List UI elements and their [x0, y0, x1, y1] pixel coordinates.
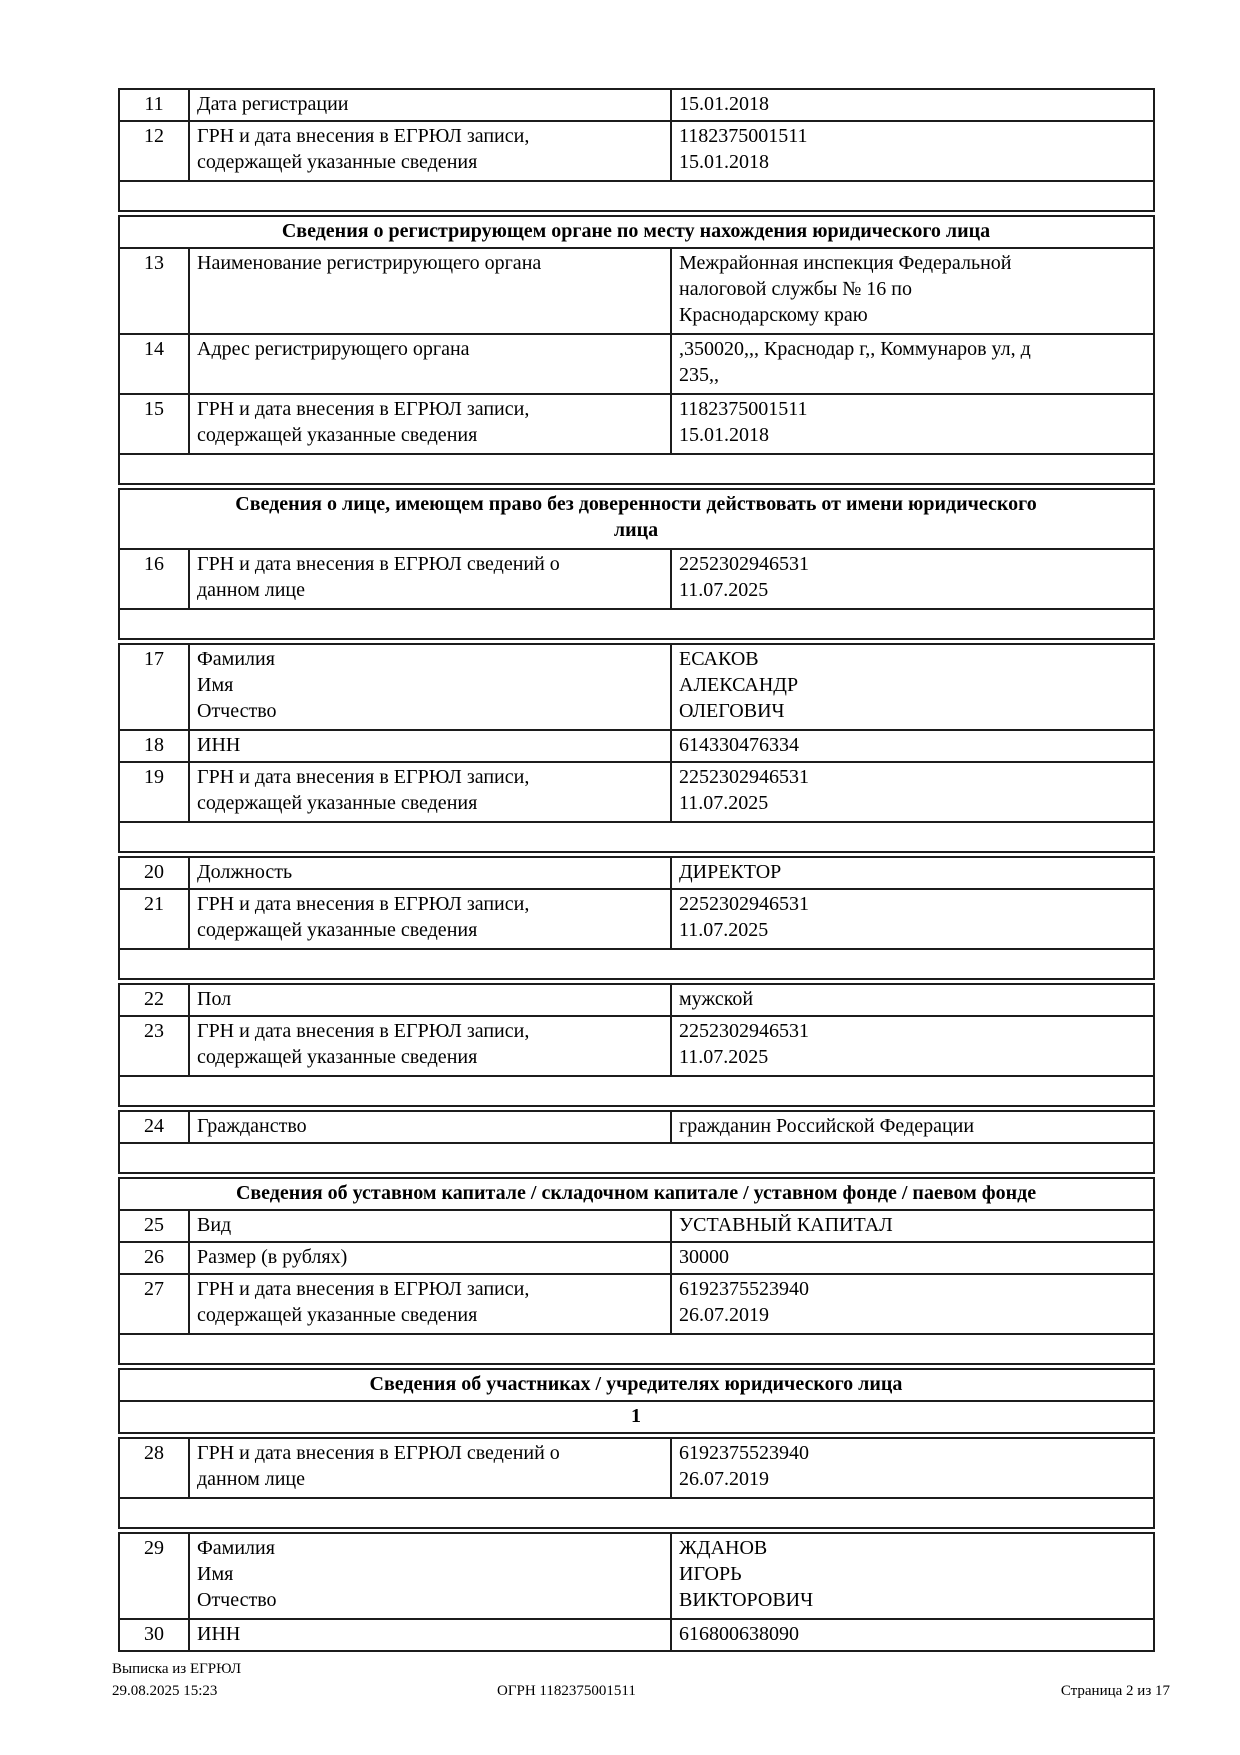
row-number: 16: [144, 553, 164, 575]
row-number-cell: [119, 121, 189, 181]
table-row: [119, 1016, 1154, 1076]
value-line: 11.07.2025: [679, 919, 769, 941]
row-label-cell: [189, 89, 671, 121]
table-row: [119, 89, 1154, 121]
row-number-cell: [119, 730, 189, 762]
spacer-row: [119, 949, 1154, 979]
label-line: Фамилия: [197, 1537, 275, 1559]
row-value-cell: [671, 984, 1154, 1016]
row-label-cell: [189, 1619, 671, 1651]
label-line: Отчество: [197, 1589, 277, 1611]
spacer-row: [119, 1143, 1154, 1173]
block-person-name: [118, 643, 1155, 853]
block-registration-record: [118, 88, 1155, 212]
value-line: ,350020,,, Краснодар г,, Коммунаров ул, д: [679, 338, 1031, 360]
value-line: 30000: [679, 1246, 729, 1268]
row-number-cell: [119, 1438, 189, 1498]
spacer-cell: [119, 609, 1154, 639]
block-citizenship: [118, 1110, 1155, 1174]
label-line: данном лице: [197, 579, 305, 601]
section-header-row: [119, 489, 1154, 549]
value-line: 11.07.2025: [679, 1046, 769, 1068]
value-line: мужской: [679, 988, 754, 1010]
row-label-cell: [189, 549, 671, 609]
value-line: налоговой службы № 16 по: [679, 278, 912, 300]
spacer-row: [119, 1076, 1154, 1106]
value-line: 1182375001511: [679, 125, 808, 147]
table-row: [119, 334, 1154, 394]
label-line: ИНН: [197, 1623, 241, 1645]
block-capital: [118, 1177, 1155, 1365]
label-line: Адрес регистрирующего органа: [197, 338, 470, 360]
section-header: [119, 1369, 1154, 1401]
row-number-cell: [119, 394, 189, 454]
row-number: 27: [144, 1278, 164, 1300]
row-number: 28: [144, 1442, 164, 1464]
section-header-text: лица: [613, 519, 659, 541]
value-line: Межрайонная инспекция Федеральной: [679, 252, 1012, 274]
label-line: содержащей указанные сведения: [197, 1304, 478, 1326]
table-row: [119, 1438, 1154, 1498]
table-row: [119, 1210, 1154, 1242]
label-line: Наименование регистрирующего органа: [197, 252, 542, 274]
row-value-cell: [671, 248, 1154, 334]
label-line: ИНН: [197, 734, 241, 756]
row-number: 21: [144, 893, 164, 915]
row-value-cell: [671, 644, 1154, 730]
label-line: Имя: [197, 1563, 234, 1585]
spacer-cell: [119, 181, 1154, 211]
footer-ogrn: ОГРН 1182375001511: [497, 1683, 636, 1699]
value-line: 6192375523940: [679, 1278, 809, 1300]
row-number-cell: [119, 1274, 189, 1334]
value-line: УСТАВНЫЙ КАПИТАЛ: [679, 1214, 893, 1236]
section-header-text: Сведения об участниках / учредителях юридического лица: [369, 1373, 903, 1395]
section-header-text: Сведения об уставном капитале / складочном капитале / уставном фонде / паевом фонде: [235, 1182, 1037, 1204]
row-label-cell: [189, 1533, 671, 1619]
row-number: 15: [144, 398, 164, 420]
row-value-cell: [671, 857, 1154, 889]
row-label-cell: [189, 121, 671, 181]
row-label-cell: [189, 394, 671, 454]
row-label-cell: [189, 334, 671, 394]
footer-doc-type: Выписка из ЕГРЮЛ: [112, 1661, 241, 1677]
label-line: содержащей указанные сведения: [197, 792, 478, 814]
row-number: 22: [144, 988, 164, 1010]
spacer-row: [119, 822, 1154, 852]
row-number: 12: [144, 125, 164, 147]
row-value-cell: [671, 762, 1154, 822]
value-line: АЛЕКСАНДР: [679, 674, 799, 696]
value-line: гражданин Российской Федерации: [679, 1115, 975, 1137]
row-value-cell: [671, 1242, 1154, 1274]
row-label-cell: [189, 248, 671, 334]
value-line: 614330476334: [679, 734, 799, 756]
row-number-cell: [119, 889, 189, 949]
section-header-text: Сведения о лице, имеющем право без доверенности действовать от имени юридического: [235, 493, 1037, 515]
value-line: ВИКТОРОВИЧ: [679, 1589, 814, 1611]
row-label-cell: [189, 857, 671, 889]
row-number-cell: [119, 1533, 189, 1619]
row-value-cell: [671, 1533, 1154, 1619]
value-line: 2252302946531: [679, 893, 809, 915]
label-line: содержащей указанные сведения: [197, 919, 478, 941]
value-line: 616800638090: [679, 1623, 799, 1645]
label-line: Пол: [197, 988, 232, 1010]
spacer-row: [119, 454, 1154, 484]
row-number: 25: [144, 1214, 164, 1236]
value-line: 2252302946531: [679, 553, 809, 575]
row-value-cell: [671, 1274, 1154, 1334]
row-label-cell: [189, 1274, 671, 1334]
value-line: 15.01.2018: [679, 93, 769, 115]
label-line: ГРН и дата внесения в ЕГРЮЛ записи,: [197, 893, 530, 915]
value-line: 11.07.2025: [679, 792, 769, 814]
block-participant-name: [118, 1532, 1155, 1652]
spacer-row: [119, 609, 1154, 639]
row-number: 29: [144, 1537, 164, 1559]
value-line: 26.07.2019: [679, 1304, 769, 1326]
row-value-cell: [671, 730, 1154, 762]
section-header-row: [119, 1369, 1154, 1401]
spacer-cell: [119, 1498, 1154, 1528]
row-number-cell: [119, 1016, 189, 1076]
spacer-cell: [119, 822, 1154, 852]
spacer-cell: [119, 1334, 1154, 1364]
value-line: 11.07.2025: [679, 579, 769, 601]
label-line: Отчество: [197, 700, 277, 722]
row-value-cell: [671, 1210, 1154, 1242]
row-value-cell: [671, 1619, 1154, 1651]
row-number-cell: [119, 89, 189, 121]
label-line: Должность: [197, 861, 293, 883]
label-line: ГРН и дата внесения в ЕГРЮЛ сведений о: [197, 1442, 560, 1464]
row-number-cell: [119, 762, 189, 822]
block-reg-organ: [118, 215, 1155, 485]
block-participants-header: [118, 1368, 1155, 1434]
label-line: Дата регистрации: [197, 93, 349, 115]
row-label-cell: [189, 730, 671, 762]
row-number-cell: [119, 857, 189, 889]
row-number: 19: [144, 766, 164, 788]
row-label-cell: [189, 1111, 671, 1143]
row-number-cell: [119, 1242, 189, 1274]
table-row: [119, 762, 1154, 822]
row-number-cell: [119, 1619, 189, 1651]
row-number: 13: [144, 252, 164, 274]
row-value-cell: [671, 549, 1154, 609]
section-header: [119, 489, 1154, 549]
row-number: 18: [144, 734, 164, 756]
table-row: [119, 857, 1154, 889]
label-line: Фамилия: [197, 648, 275, 670]
row-number: 14: [144, 338, 164, 360]
table-row: [119, 1274, 1154, 1334]
table-row: [119, 394, 1154, 454]
row-label-cell: [189, 644, 671, 730]
row-number-cell: [119, 644, 189, 730]
table-row: [119, 889, 1154, 949]
table-row: [119, 1111, 1154, 1143]
label-line: ГРН и дата внесения в ЕГРЮЛ записи,: [197, 125, 530, 147]
label-line: содержащей указанные сведения: [197, 1046, 478, 1068]
table-row: [119, 1242, 1154, 1274]
row-number-cell: [119, 248, 189, 334]
row-value-cell: [671, 1016, 1154, 1076]
row-label-cell: [189, 762, 671, 822]
section-header-row: [119, 216, 1154, 248]
row-value-cell: [671, 334, 1154, 394]
value-line: Краснодарскому краю: [679, 304, 868, 326]
table-row: [119, 1619, 1154, 1651]
label-line: Имя: [197, 674, 234, 696]
row-number: 23: [144, 1020, 164, 1042]
value-line: 2252302946531: [679, 1020, 809, 1042]
section-header: [119, 1178, 1154, 1210]
section-header-text: Сведения о регистрирующем органе по месту нахождения юридического лица: [281, 220, 991, 242]
row-value-cell: [671, 121, 1154, 181]
spacer-row: [119, 1334, 1154, 1364]
spacer-cell: [119, 454, 1154, 484]
label-line: Вид: [197, 1214, 232, 1236]
block-gender: [118, 983, 1155, 1107]
row-label-cell: [189, 984, 671, 1016]
spacer-cell: [119, 949, 1154, 979]
row-label-cell: [189, 889, 671, 949]
value-line: 235,,: [679, 364, 719, 386]
row-label-cell: [189, 1438, 671, 1498]
label-line: содержащей указанные сведения: [197, 151, 478, 173]
row-value-cell: [671, 1111, 1154, 1143]
label-line: данном лице: [197, 1468, 305, 1490]
row-number: 30: [144, 1623, 164, 1645]
spacer-cell: [119, 1076, 1154, 1106]
block-authorized-person: [118, 488, 1155, 640]
table-row: [119, 984, 1154, 1016]
table-row: [119, 248, 1154, 334]
participant-index-row: [119, 1401, 1154, 1433]
value-line: 26.07.2019: [679, 1468, 769, 1490]
section-header: [119, 216, 1154, 248]
table-row: [119, 549, 1154, 609]
row-label-cell: [189, 1210, 671, 1242]
label-line: Размер (в рублях): [197, 1246, 348, 1268]
value-line: ОЛЕГОВИЧ: [679, 700, 785, 722]
label-line: ГРН и дата внесения в ЕГРЮЛ записи,: [197, 1020, 530, 1042]
footer-left: [112, 1658, 1170, 1702]
label-line: ГРН и дата внесения в ЕГРЮЛ записи,: [197, 398, 530, 420]
value-line: ЖДАНОВ: [679, 1537, 768, 1559]
row-number: 24: [144, 1115, 164, 1137]
value-line: 15.01.2018: [679, 151, 769, 173]
row-number-cell: [119, 984, 189, 1016]
value-line: 6192375523940: [679, 1442, 809, 1464]
row-number: 20: [144, 861, 164, 883]
participant-index-text: 1: [631, 1405, 641, 1427]
spacer-row: [119, 1498, 1154, 1528]
row-label-cell: [189, 1016, 671, 1076]
value-line: ИГОРЬ: [679, 1563, 742, 1585]
row-number: 26: [144, 1246, 164, 1268]
spacer-cell: [119, 1143, 1154, 1173]
table-row: [119, 121, 1154, 181]
table-row: [119, 730, 1154, 762]
page-footer: [112, 1658, 1170, 1702]
value-line: 1182375001511: [679, 398, 808, 420]
footer-page-indicator: Страница 2 из 17: [1060, 1683, 1170, 1699]
block-participant-record: [118, 1437, 1155, 1529]
block-position: [118, 856, 1155, 980]
footer-datetime: 29.08.2025 15:23: [112, 1683, 218, 1699]
participant-index: [119, 1401, 1154, 1433]
row-label-cell: [189, 1242, 671, 1274]
label-line: ГРН и дата внесения в ЕГРЮЛ записи,: [197, 766, 530, 788]
value-line: 2252302946531: [679, 766, 809, 788]
spacer-row: [119, 181, 1154, 211]
value-line: 15.01.2018: [679, 424, 769, 446]
row-value-cell: [671, 1438, 1154, 1498]
label-line: ГРН и дата внесения в ЕГРЮЛ сведений о: [197, 553, 560, 575]
table-row: [119, 1533, 1154, 1619]
label-line: Гражданство: [197, 1115, 307, 1137]
row-number-cell: [119, 1111, 189, 1143]
label-line: содержащей указанные сведения: [197, 424, 478, 446]
table-row: [119, 644, 1154, 730]
section-header-row: [119, 1178, 1154, 1210]
label-line: ГРН и дата внесения в ЕГРЮЛ записи,: [197, 1278, 530, 1300]
row-number: 11: [144, 93, 164, 115]
row-number: 17: [144, 648, 164, 670]
row-value-cell: [671, 394, 1154, 454]
row-number-cell: [119, 549, 189, 609]
value-line: ДИРЕКТОР: [679, 861, 782, 883]
row-number-cell: [119, 1210, 189, 1242]
row-value-cell: [671, 89, 1154, 121]
row-number-cell: [119, 334, 189, 394]
row-value-cell: [671, 889, 1154, 949]
value-line: ЕСАКОВ: [679, 648, 759, 670]
